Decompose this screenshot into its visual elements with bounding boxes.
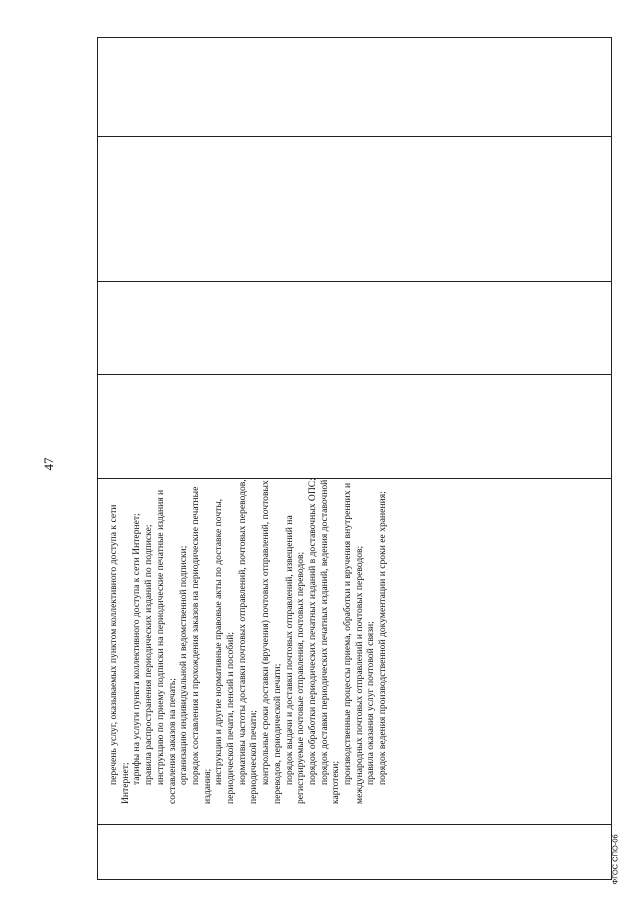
table-row-divider-2	[98, 281, 611, 282]
table-row-divider-3	[98, 374, 611, 375]
knowledge-item: инструкции и другие нормативные правовые акты по доставке почты, периодической печати, пенсий и пособий;	[213, 498, 237, 804]
knowledge-item: порядок доставки периодических печатных изданий, ведения доставочной картотеки;	[318, 479, 342, 804]
knowledge-text-cell	[108, 464, 528, 804]
knowledge-item: порядок ведения производственной документации и сроки ее хранения;	[377, 491, 389, 785]
page-number: 47	[41, 457, 56, 471]
knowledge-item: производственные процессы приема, обработки и вручения внутренних и международных почтовых отправлений и почтовых переводов;	[342, 482, 365, 804]
footer-code: ФГОС СПО-06	[610, 834, 620, 885]
table-row-divider-5	[98, 824, 611, 825]
knowledge-item: нормативы частоты доставки почтовых отправлений, почтовых переводов, периодической печати;	[236, 479, 260, 804]
knowledge-item: контрольные сроки доставки (вручения) почтовых отправлений, почтовых переводов, периодической печати;	[260, 480, 283, 804]
knowledge-item: перечень услуг, оказываемых пунктом коллективного доступа к сети Интернет;	[108, 504, 131, 804]
table-row-divider-1	[98, 136, 611, 137]
knowledge-item: правила оказания услуг почтовой связи;	[365, 621, 377, 785]
knowledge-item: тарифы на услуги пункта коллективного доступа к сети Интернет;	[131, 513, 143, 785]
knowledge-item: организацию индивидуальной и ведомственной подписки;	[178, 545, 190, 785]
knowledge-item: порядок составления и прохождения заказов на периодические печатные издания;	[189, 486, 213, 804]
knowledge-item: порядок обработки периодических печатных изданий в доставочных ОПС;	[306, 478, 318, 785]
knowledge-item: порядок выдачи и доставки почтовых отправлений, извещений на регистрируемые почтовые отправления, почтовых переводов;	[283, 515, 307, 804]
knowledge-item: инструкцию по приему подписки на периодические печатные издания и составления заказов на печать;	[154, 489, 178, 804]
knowledge-item: правила распространения периодических изданий по подписке;	[143, 524, 155, 785]
